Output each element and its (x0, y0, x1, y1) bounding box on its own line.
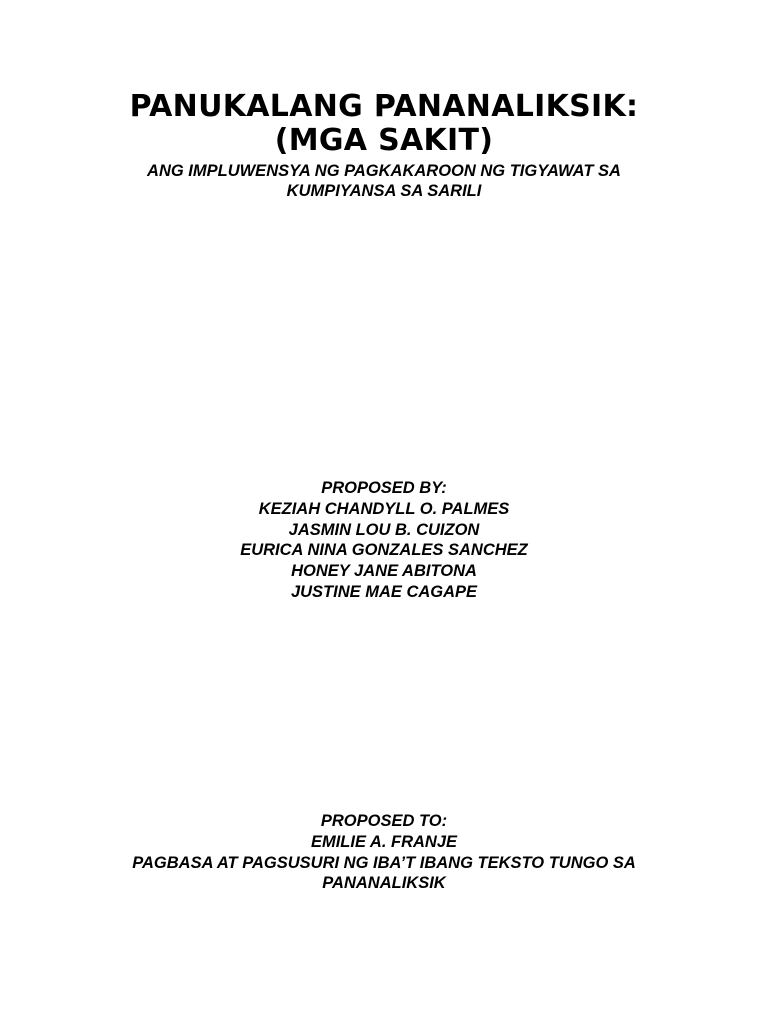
adviser-name: EMILIE A. FRANJE (310, 832, 458, 851)
document-subtitle (0, 161, 768, 201)
document-title-line-2: (MGA SAKIT) (274, 123, 494, 158)
course-title-line-2: PANANALIKSIK (322, 874, 446, 893)
author-name: EURICA NINA GONZALES SANCHEZ (240, 541, 528, 560)
proposed-by-section (0, 478, 768, 603)
author-name: HONEY JANE ABITONA (291, 562, 477, 581)
title-block (0, 90, 768, 201)
course-title-line-1: PAGBASA AT PAGSUSURI NG IBA’T IBANG TEKSTO TUNGO SA (132, 853, 636, 872)
subtitle-line-1: ANG IMPLUWENSYA NG PAGKAKAROON NG TIGYAWAT SA (147, 162, 621, 180)
author-name: JASMIN LOU B. CUIZON (288, 520, 480, 539)
proposed-to-label: PROPOSED TO: (320, 812, 448, 830)
author-name: KEZIAH CHANDYLL O. PALMES (258, 499, 510, 518)
proposed-to-section (0, 811, 768, 894)
author-name: JUSTINE MAE CAGAPE (290, 582, 478, 601)
proposed-by-label: PROPOSED BY: (321, 479, 447, 497)
document-title-line-1: PANUKALANG PANANALIKSIK: (129, 89, 639, 124)
subtitle-line-2: KUMPIYANSA SA SARILI (286, 182, 482, 200)
